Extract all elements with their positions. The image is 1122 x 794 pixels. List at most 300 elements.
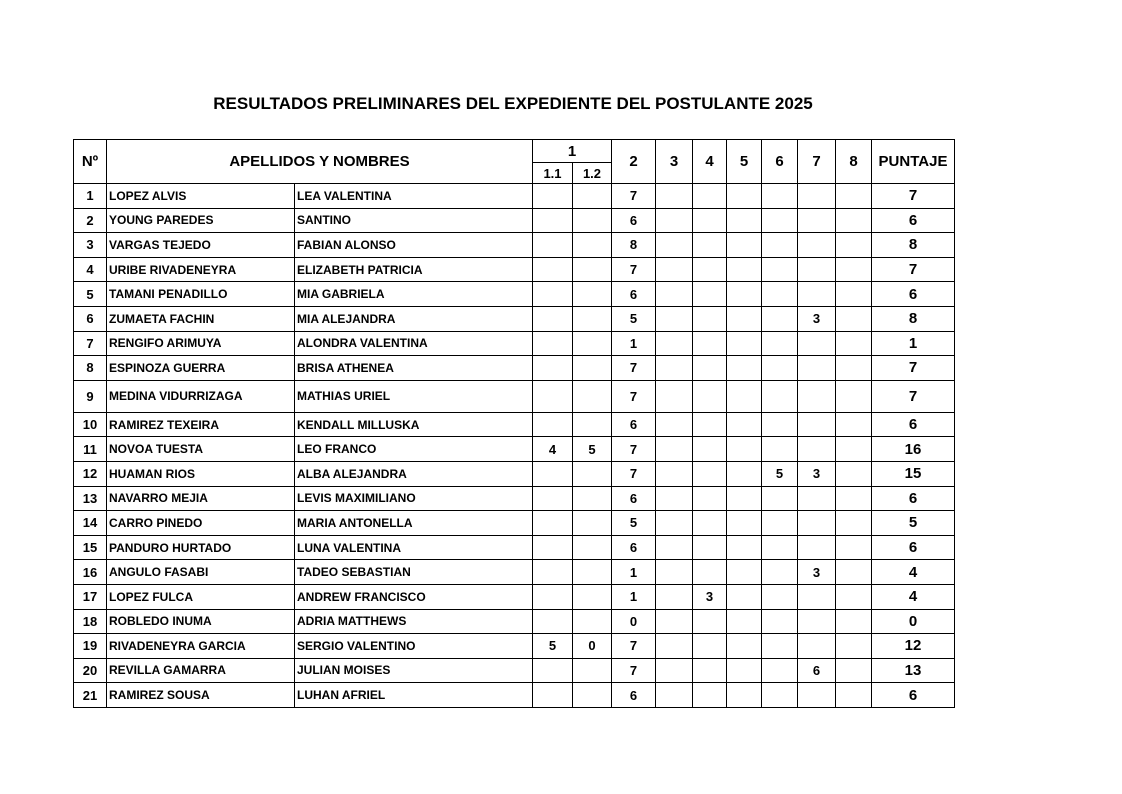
score-5-cell	[727, 560, 762, 585]
score-1-2-cell	[573, 486, 612, 511]
header-criterion-4: 4	[693, 140, 727, 184]
score-1-1-cell	[533, 184, 573, 209]
given-names-cell: JULIAN MOISES	[295, 658, 533, 683]
score-5-cell	[727, 306, 762, 331]
score-8-cell	[836, 511, 872, 536]
score-7-cell	[798, 380, 836, 412]
score-1-1-cell	[533, 609, 573, 634]
table-row	[74, 609, 955, 634]
score-3-cell	[656, 683, 693, 708]
score-7-cell	[798, 486, 836, 511]
score-7-cell	[798, 184, 836, 209]
given-names-cell: ANDREW FRANCISCO	[295, 584, 533, 609]
score-8-cell	[836, 486, 872, 511]
header-criterion-1-1: 1.1	[533, 163, 573, 184]
score-6-cell	[762, 584, 798, 609]
total-score-cell: 13	[872, 658, 955, 683]
row-number-cell: 19	[74, 634, 107, 659]
total-score-cell: 0	[872, 609, 955, 634]
row-number-cell: 15	[74, 535, 107, 560]
table-row	[74, 634, 955, 659]
score-6-cell	[762, 486, 798, 511]
given-names-cell: MIA GABRIELA	[295, 282, 533, 307]
row-number-cell: 17	[74, 584, 107, 609]
score-2-cell: 8	[612, 233, 656, 258]
score-6-cell	[762, 535, 798, 560]
row-number-cell: 9	[74, 380, 107, 412]
given-names-cell: LEA VALENTINA	[295, 184, 533, 209]
score-1-2-cell	[573, 356, 612, 381]
score-8-cell	[836, 560, 872, 585]
score-1-2-cell	[573, 331, 612, 356]
score-8-cell	[836, 282, 872, 307]
score-7-cell	[798, 535, 836, 560]
score-7-cell	[798, 282, 836, 307]
header-criterion-3: 3	[656, 140, 693, 184]
table-row	[74, 208, 955, 233]
table-row	[74, 511, 955, 536]
total-score-cell: 5	[872, 511, 955, 536]
score-1-2-cell	[573, 535, 612, 560]
score-3-cell	[656, 184, 693, 209]
score-1-1-cell	[533, 535, 573, 560]
score-1-2-cell	[573, 511, 612, 536]
total-score-cell: 8	[872, 233, 955, 258]
score-7-cell	[798, 257, 836, 282]
score-6-cell	[762, 560, 798, 585]
score-8-cell	[836, 634, 872, 659]
score-1-1-cell: 4	[533, 437, 573, 462]
score-6-cell	[762, 208, 798, 233]
score-4-cell	[693, 634, 727, 659]
row-number-cell: 12	[74, 461, 107, 486]
score-7-cell: 3	[798, 461, 836, 486]
score-7-cell	[798, 331, 836, 356]
score-4-cell: 3	[693, 584, 727, 609]
row-number-cell: 14	[74, 511, 107, 536]
score-4-cell	[693, 609, 727, 634]
header-num: Nº	[74, 140, 107, 184]
score-1-1-cell	[533, 511, 573, 536]
score-5-cell	[727, 584, 762, 609]
row-number-cell: 16	[74, 560, 107, 585]
table-row	[74, 233, 955, 258]
score-8-cell	[836, 658, 872, 683]
score-2-cell: 1	[612, 331, 656, 356]
score-1-1-cell	[533, 380, 573, 412]
score-2-cell: 6	[612, 412, 656, 437]
score-1-1-cell	[533, 356, 573, 381]
total-score-cell: 8	[872, 306, 955, 331]
score-8-cell	[836, 208, 872, 233]
surname-cell: ESPINOZA GUERRA	[107, 356, 295, 381]
table-row	[74, 282, 955, 307]
score-8-cell	[836, 331, 872, 356]
score-7-cell: 3	[798, 560, 836, 585]
total-score-cell: 6	[872, 486, 955, 511]
score-1-2-cell: 0	[573, 634, 612, 659]
score-6-cell	[762, 282, 798, 307]
given-names-cell: BRISA ATHENEA	[295, 356, 533, 381]
score-4-cell	[693, 461, 727, 486]
score-7-cell	[798, 233, 836, 258]
score-7-cell	[798, 412, 836, 437]
row-number-cell: 21	[74, 683, 107, 708]
score-4-cell	[693, 257, 727, 282]
score-7-cell: 6	[798, 658, 836, 683]
table-row	[74, 461, 955, 486]
score-4-cell	[693, 683, 727, 708]
score-8-cell	[836, 356, 872, 381]
row-number-cell: 8	[74, 356, 107, 381]
score-1-1-cell: 5	[533, 634, 573, 659]
table-row	[74, 412, 955, 437]
score-8-cell	[836, 306, 872, 331]
score-1-1-cell	[533, 412, 573, 437]
score-1-1-cell	[533, 658, 573, 683]
table-row	[74, 356, 955, 381]
score-2-cell: 6	[612, 486, 656, 511]
score-1-2-cell	[573, 306, 612, 331]
score-3-cell	[656, 233, 693, 258]
row-number-cell: 1	[74, 184, 107, 209]
table-row	[74, 584, 955, 609]
score-6-cell	[762, 331, 798, 356]
score-7-cell	[798, 356, 836, 381]
score-4-cell	[693, 356, 727, 381]
table-row	[74, 380, 955, 412]
surname-cell: VARGAS TEJEDO	[107, 233, 295, 258]
table-row	[74, 257, 955, 282]
score-8-cell	[836, 380, 872, 412]
score-3-cell	[656, 584, 693, 609]
total-score-cell: 6	[872, 208, 955, 233]
surname-cell: LOPEZ ALVIS	[107, 184, 295, 209]
score-5-cell	[727, 486, 762, 511]
score-5-cell	[727, 511, 762, 536]
score-5-cell	[727, 535, 762, 560]
given-names-cell: FABIAN ALONSO	[295, 233, 533, 258]
score-2-cell: 1	[612, 560, 656, 585]
score-1-1-cell	[533, 208, 573, 233]
score-3-cell	[656, 511, 693, 536]
score-3-cell	[656, 535, 693, 560]
score-7-cell: 3	[798, 306, 836, 331]
score-4-cell	[693, 486, 727, 511]
score-4-cell	[693, 380, 727, 412]
table-row	[74, 560, 955, 585]
row-number-cell: 11	[74, 437, 107, 462]
score-2-cell: 5	[612, 511, 656, 536]
score-4-cell	[693, 331, 727, 356]
page-title: RESULTADOS PRELIMINARES DEL EXPEDIENTE DEL POSTULANTE 2025	[213, 94, 813, 113]
score-3-cell	[656, 609, 693, 634]
total-score-cell: 6	[872, 535, 955, 560]
table-row	[74, 658, 955, 683]
given-names-cell: ALBA ALEJANDRA	[295, 461, 533, 486]
score-2-cell: 6	[612, 282, 656, 307]
score-2-cell: 1	[612, 584, 656, 609]
score-6-cell	[762, 683, 798, 708]
score-4-cell	[693, 282, 727, 307]
total-score-cell: 6	[872, 683, 955, 708]
score-5-cell	[727, 634, 762, 659]
header-criterion-6: 6	[762, 140, 798, 184]
surname-cell: PANDURO HURTADO	[107, 535, 295, 560]
score-5-cell	[727, 257, 762, 282]
total-score-cell: 12	[872, 634, 955, 659]
score-6-cell	[762, 634, 798, 659]
row-number-cell: 5	[74, 282, 107, 307]
given-names-cell: MATHIAS URIEL	[295, 380, 533, 412]
score-5-cell	[727, 184, 762, 209]
surname-cell: RIVADENEYRA GARCIA	[107, 634, 295, 659]
header-name: APELLIDOS Y NOMBRES	[107, 140, 533, 184]
row-number-cell: 10	[74, 412, 107, 437]
score-5-cell	[727, 356, 762, 381]
score-1-2-cell	[573, 683, 612, 708]
surname-cell: MEDINA VIDURRIZAGA	[107, 380, 295, 412]
score-1-2-cell	[573, 560, 612, 585]
score-2-cell: 6	[612, 535, 656, 560]
total-score-cell: 7	[872, 380, 955, 412]
total-score-cell: 1	[872, 331, 955, 356]
given-names-cell: MARIA ANTONELLA	[295, 511, 533, 536]
table-row	[74, 184, 955, 209]
score-4-cell	[693, 208, 727, 233]
score-1-1-cell	[533, 306, 573, 331]
score-1-2-cell	[573, 233, 612, 258]
score-6-cell	[762, 184, 798, 209]
surname-cell: RAMIREZ TEXEIRA	[107, 412, 295, 437]
header-criterion-7: 7	[798, 140, 836, 184]
score-4-cell	[693, 233, 727, 258]
score-6-cell	[762, 511, 798, 536]
score-8-cell	[836, 535, 872, 560]
score-1-1-cell	[533, 331, 573, 356]
total-score-cell: 15	[872, 461, 955, 486]
score-3-cell	[656, 257, 693, 282]
row-number-cell: 13	[74, 486, 107, 511]
score-3-cell	[656, 306, 693, 331]
score-8-cell	[836, 412, 872, 437]
surname-cell: LOPEZ FULCA	[107, 584, 295, 609]
score-3-cell	[656, 658, 693, 683]
score-5-cell	[727, 658, 762, 683]
score-2-cell: 6	[612, 208, 656, 233]
score-1-2-cell	[573, 282, 612, 307]
total-score-cell: 7	[872, 257, 955, 282]
score-4-cell	[693, 437, 727, 462]
score-3-cell	[656, 331, 693, 356]
table-row	[74, 306, 955, 331]
score-4-cell	[693, 306, 727, 331]
score-2-cell: 5	[612, 306, 656, 331]
score-6-cell	[762, 380, 798, 412]
surname-cell: NAVARRO MEJIA	[107, 486, 295, 511]
score-7-cell	[798, 609, 836, 634]
score-4-cell	[693, 184, 727, 209]
row-number-cell: 7	[74, 331, 107, 356]
table-row	[74, 535, 955, 560]
score-3-cell	[656, 437, 693, 462]
score-1-1-cell	[533, 560, 573, 585]
score-8-cell	[836, 233, 872, 258]
header-criterion-1: 1	[533, 140, 612, 163]
row-number-cell: 18	[74, 609, 107, 634]
score-1-1-cell	[533, 683, 573, 708]
header-criterion-5: 5	[727, 140, 762, 184]
score-3-cell	[656, 282, 693, 307]
row-number-cell: 3	[74, 233, 107, 258]
score-2-cell: 7	[612, 461, 656, 486]
score-1-2-cell	[573, 257, 612, 282]
score-4-cell	[693, 511, 727, 536]
total-score-cell: 6	[872, 282, 955, 307]
score-3-cell	[656, 208, 693, 233]
score-5-cell	[727, 282, 762, 307]
score-6-cell	[762, 412, 798, 437]
score-1-1-cell	[533, 584, 573, 609]
score-4-cell	[693, 412, 727, 437]
score-1-1-cell	[533, 257, 573, 282]
score-4-cell	[693, 535, 727, 560]
score-5-cell	[727, 380, 762, 412]
row-number-cell: 6	[74, 306, 107, 331]
surname-cell: RAMIREZ SOUSA	[107, 683, 295, 708]
score-5-cell	[727, 208, 762, 233]
score-2-cell: 6	[612, 683, 656, 708]
results-table	[73, 139, 955, 708]
score-1-2-cell	[573, 461, 612, 486]
score-2-cell: 7	[612, 257, 656, 282]
score-2-cell: 7	[612, 658, 656, 683]
score-8-cell	[836, 437, 872, 462]
score-8-cell	[836, 683, 872, 708]
score-3-cell	[656, 461, 693, 486]
header-criterion-2: 2	[612, 140, 656, 184]
score-1-1-cell	[533, 233, 573, 258]
score-2-cell: 7	[612, 634, 656, 659]
score-6-cell	[762, 356, 798, 381]
score-4-cell	[693, 560, 727, 585]
score-1-1-cell	[533, 486, 573, 511]
score-8-cell	[836, 461, 872, 486]
given-names-cell: ADRIA MATTHEWS	[295, 609, 533, 634]
surname-cell: REVILLA GAMARRA	[107, 658, 295, 683]
table-row	[74, 683, 955, 708]
surname-cell: NOVOA TUESTA	[107, 437, 295, 462]
score-2-cell: 7	[612, 184, 656, 209]
score-1-2-cell	[573, 412, 612, 437]
score-5-cell	[727, 331, 762, 356]
score-7-cell	[798, 511, 836, 536]
score-1-2-cell	[573, 184, 612, 209]
table-row	[74, 437, 955, 462]
score-4-cell	[693, 658, 727, 683]
surname-cell: CARRO PINEDO	[107, 511, 295, 536]
score-7-cell	[798, 634, 836, 659]
total-score-cell: 6	[872, 412, 955, 437]
score-1-1-cell	[533, 282, 573, 307]
score-3-cell	[656, 356, 693, 381]
score-8-cell	[836, 584, 872, 609]
row-number-cell: 20	[74, 658, 107, 683]
given-names-cell: ALONDRA VALENTINA	[295, 331, 533, 356]
total-score-cell: 4	[872, 560, 955, 585]
score-6-cell	[762, 257, 798, 282]
score-1-2-cell: 5	[573, 437, 612, 462]
row-number-cell: 4	[74, 257, 107, 282]
score-6-cell: 5	[762, 461, 798, 486]
score-6-cell	[762, 437, 798, 462]
score-2-cell: 7	[612, 356, 656, 381]
surname-cell: URIBE RIVADENEYRA	[107, 257, 295, 282]
surname-cell: HUAMAN RIOS	[107, 461, 295, 486]
score-7-cell	[798, 683, 836, 708]
total-score-cell: 16	[872, 437, 955, 462]
given-names-cell: ELIZABETH PATRICIA	[295, 257, 533, 282]
surname-cell: ROBLEDO INUMA	[107, 609, 295, 634]
score-8-cell	[836, 257, 872, 282]
score-1-2-cell	[573, 609, 612, 634]
score-5-cell	[727, 683, 762, 708]
score-3-cell	[656, 486, 693, 511]
given-names-cell: MIA ALEJANDRA	[295, 306, 533, 331]
total-score-cell: 7	[872, 184, 955, 209]
given-names-cell: KENDALL MILLUSKA	[295, 412, 533, 437]
surname-cell: RENGIFO ARIMUYA	[107, 331, 295, 356]
given-names-cell: TADEO SEBASTIAN	[295, 560, 533, 585]
score-2-cell: 7	[612, 380, 656, 412]
score-5-cell	[727, 461, 762, 486]
score-8-cell	[836, 184, 872, 209]
score-7-cell	[798, 584, 836, 609]
row-number-cell: 2	[74, 208, 107, 233]
score-6-cell	[762, 658, 798, 683]
header-criterion-1-2: 1.2	[573, 163, 612, 184]
score-2-cell: 7	[612, 437, 656, 462]
table-row	[74, 331, 955, 356]
score-1-2-cell	[573, 658, 612, 683]
total-score-cell: 7	[872, 356, 955, 381]
score-3-cell	[656, 380, 693, 412]
header-total: PUNTAJE	[872, 140, 955, 184]
score-3-cell	[656, 560, 693, 585]
score-6-cell	[762, 609, 798, 634]
surname-cell: YOUNG PAREDES	[107, 208, 295, 233]
given-names-cell: LEO FRANCO	[295, 437, 533, 462]
score-1-2-cell	[573, 208, 612, 233]
score-7-cell	[798, 208, 836, 233]
given-names-cell: LUNA VALENTINA	[295, 535, 533, 560]
score-5-cell	[727, 233, 762, 258]
score-1-2-cell	[573, 584, 612, 609]
surname-cell: ANGULO FASABI	[107, 560, 295, 585]
given-names-cell: SERGIO VALENTINO	[295, 634, 533, 659]
given-names-cell: LUHAN AFRIEL	[295, 683, 533, 708]
score-1-2-cell	[573, 380, 612, 412]
given-names-cell: SANTINO	[295, 208, 533, 233]
score-5-cell	[727, 412, 762, 437]
score-3-cell	[656, 412, 693, 437]
score-5-cell	[727, 437, 762, 462]
surname-cell: TAMANI PENADILLO	[107, 282, 295, 307]
score-3-cell	[656, 634, 693, 659]
score-6-cell	[762, 233, 798, 258]
score-7-cell	[798, 437, 836, 462]
given-names-cell: LEVIS MAXIMILIANO	[295, 486, 533, 511]
